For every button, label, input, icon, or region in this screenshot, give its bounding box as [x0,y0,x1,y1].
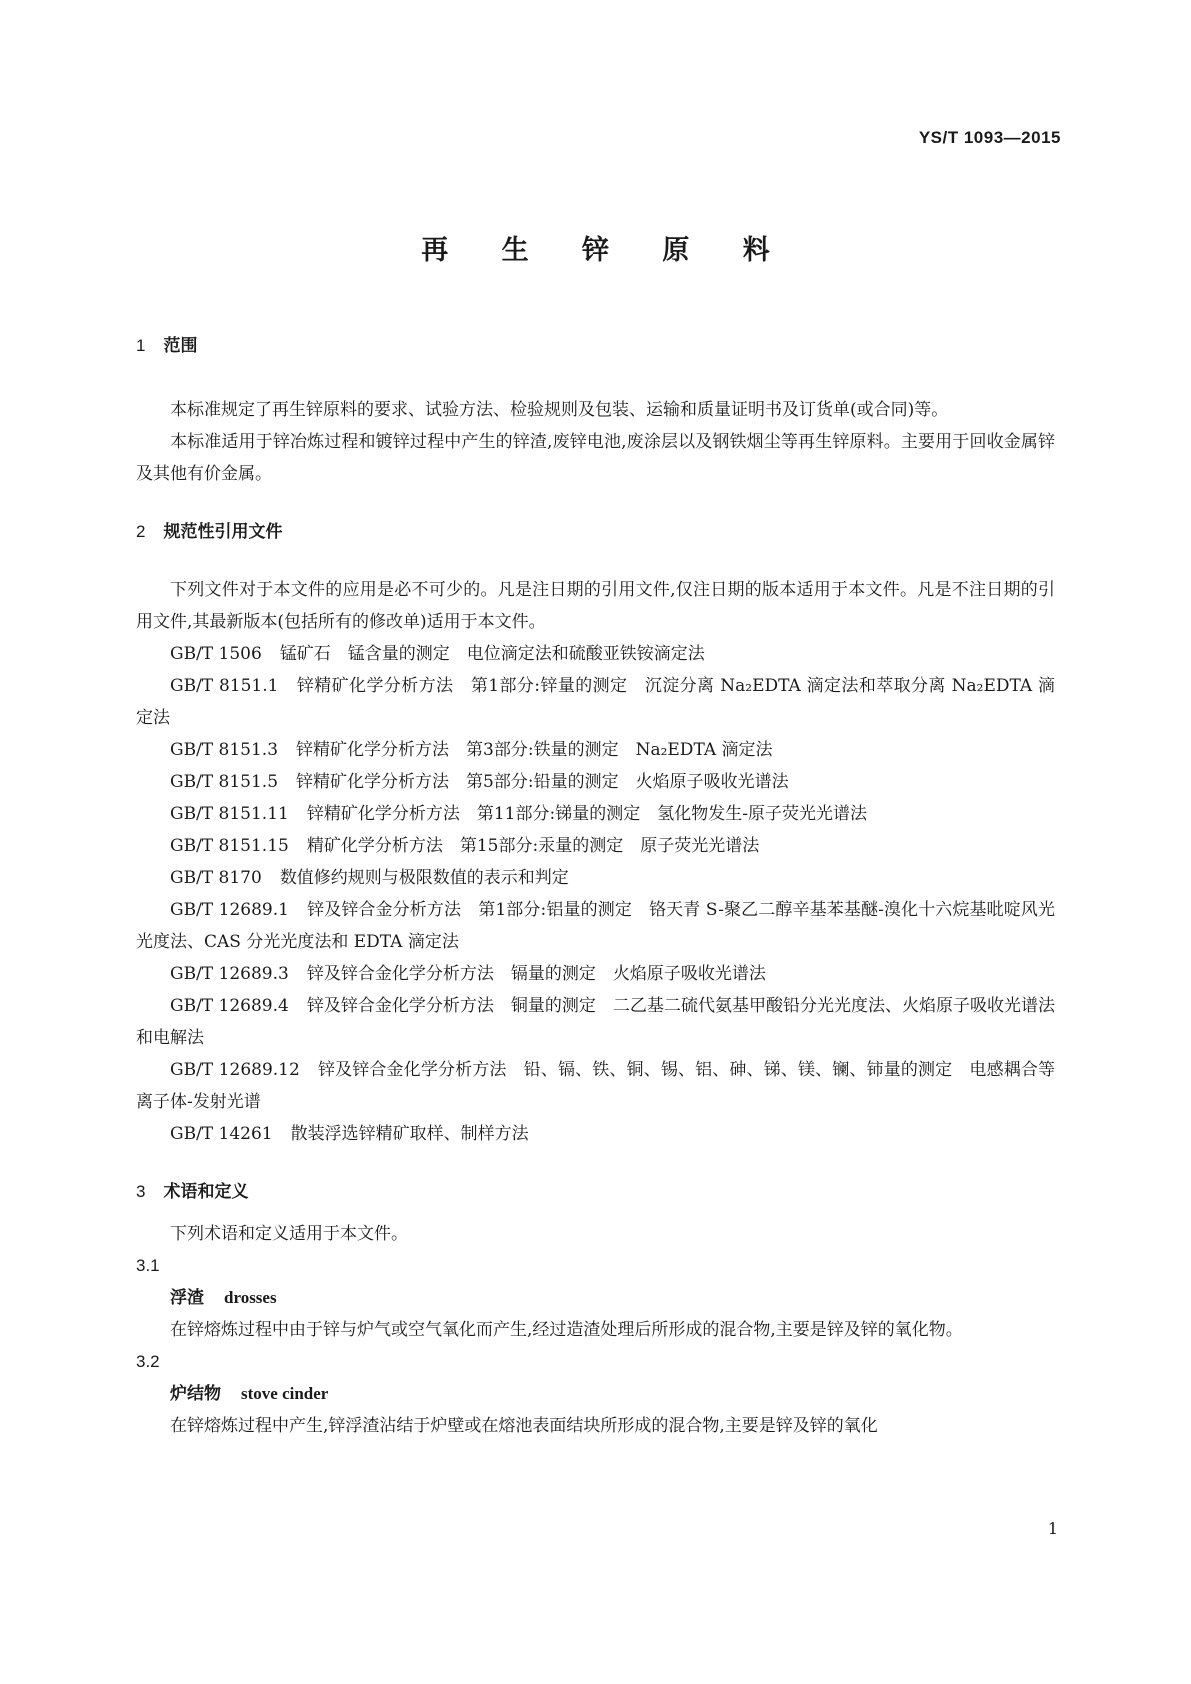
reference-code: GB/T 8170 [170,868,262,888]
section-title: 范围 [163,336,198,356]
term-zh: 炉结物 [170,1384,221,1404]
reference-title: 锰矿石 锰含量的测定 电位滴定法和硫酸亚铁铵滴定法 [279,644,705,664]
page-number: 1 [1047,1519,1058,1538]
reference-title: 锌及锌合金分析方法 第1部分:铝量的测定 铬天青 S-聚乙二醇辛基苯基醚-溴化十六烷基吡啶风光光度法、CAS 分光光度法和 EDTA 滴定法 [136,900,1056,952]
reference-code: GB/T 12689.4 [170,996,289,1016]
reference-code: GB/T 1506 [170,644,262,664]
reference-item [136,734,1055,766]
term-heading [136,1282,1055,1314]
reference-title: 精矿化学分析方法 第15部分:汞量的测定 原子荧光光谱法 [306,836,760,856]
paragraph: 本标准适用于锌冶炼过程和镀锌过程中产生的锌渣,废锌电池,废涂层以及钢铁烟尘等再生锌原料。主要用于回收金属锌及其他有价金属。 [136,432,1055,484]
reference-code: GB/T 12689.3 [170,964,289,984]
reference-code: GB/T 12689.1 [170,900,289,920]
reference-title: 锌精矿化学分析方法 第1部分:锌量的测定 沉淀分离 Na₂EDTA 滴定法和萃取分离 Na₂EDTA 滴定法 [136,676,1055,728]
section-title: 规范性引用文件 [163,522,283,542]
term-definition: 在锌熔炼过程中产生,锌浮渣沾结于炉壁或在熔池表面结块所形成的混合物,主要是锌及锌的氧化 [170,1416,878,1436]
paragraph: 本标准规定了再生锌原料的要求、试验方法、检验规则及包装、运输和质量证明书及订货单(或合同)等。 [170,400,949,420]
term-number: 3.1 [136,1256,160,1275]
section-3-heading [136,1176,1055,1208]
reference-title: 锌精矿化学分析方法 第3部分:铁量的测定 Na₂EDTA 滴定法 [296,740,773,760]
reference-item [136,862,1055,894]
reference-title: 数值修约规则与极限数值的表示和判定 [279,868,569,888]
term-en: drosses [224,1288,277,1307]
section-1-heading [136,330,1055,362]
reference-item [136,958,1055,990]
section-number: 2 [136,522,146,541]
term-definition: 在锌熔炼过程中由于锌与炉气或空气氧化而产生,经过造渣处理后所形成的混合物,主要是锌及锌的氧化物。 [170,1320,963,1340]
section-title: 术语和定义 [163,1182,249,1202]
standard-code: YS/T 1093—2015 [918,128,1061,147]
reference-code: GB/T 12689.12 [170,1060,300,1080]
reference-item [136,798,1055,830]
paragraph: 下列文件对于本文件的应用是必不可少的。凡是注日期的引用文件,仅注日期的版本适用于本文件。凡是不注日期的引用文件,其最新版本(包括所有的修改单)适用于本文件。 [136,580,1055,632]
reference-code: GB/T 8151.15 [170,836,289,856]
reference-title: 散装浮选锌精矿取样、制样方法 [290,1124,529,1144]
reference-item [136,1118,1055,1150]
reference-code: GB/T 8151.1 [170,676,279,696]
section-number: 3 [136,1182,146,1201]
document-title: 再 生 锌 原 料 [421,235,792,266]
reference-title: 锌及锌合金化学分析方法 铅、镉、铁、铜、锡、铝、砷、锑、镁、镧、铈量的测定 电感耦合等离子体-发射光谱 [136,1060,1055,1112]
document-body [136,330,1055,1442]
reference-item [136,1054,1055,1118]
reference-title: 锌精矿化学分析方法 第11部分:锑量的测定 氢化物发生-原子荧光光谱法 [306,804,867,824]
reference-title: 锌精矿化学分析方法 第5部分:铅量的测定 火焰原子吸收光谱法 [296,772,789,792]
reference-item [136,894,1055,958]
section-number: 1 [136,336,146,355]
reference-item [136,990,1055,1054]
term-zh: 浮渣 [170,1288,204,1308]
reference-code: GB/T 8151.3 [170,740,279,760]
reference-item [136,766,1055,798]
reference-item [136,830,1055,862]
normative-references-list [136,638,1055,1150]
term-heading [136,1378,1055,1410]
term-number: 3.2 [136,1352,160,1371]
reference-code: GB/T 14261 [170,1124,273,1144]
paragraph: 下列术语和定义适用于本文件。 [170,1224,408,1244]
reference-title: 锌及锌合金化学分析方法 镉量的测定 火焰原子吸收光谱法 [306,964,766,984]
section-2-heading [136,516,1055,548]
reference-item [136,670,1055,734]
reference-title: 锌及锌合金化学分析方法 铜量的测定 二乙基二硫代氨基甲酸铅分光光度法、火焰原子吸收光谱法和电解法 [136,996,1056,1048]
term-en: stove cinder [241,1384,329,1403]
reference-item [136,638,1055,670]
reference-code: GB/T 8151.11 [170,804,289,824]
reference-code: GB/T 8151.5 [170,772,279,792]
